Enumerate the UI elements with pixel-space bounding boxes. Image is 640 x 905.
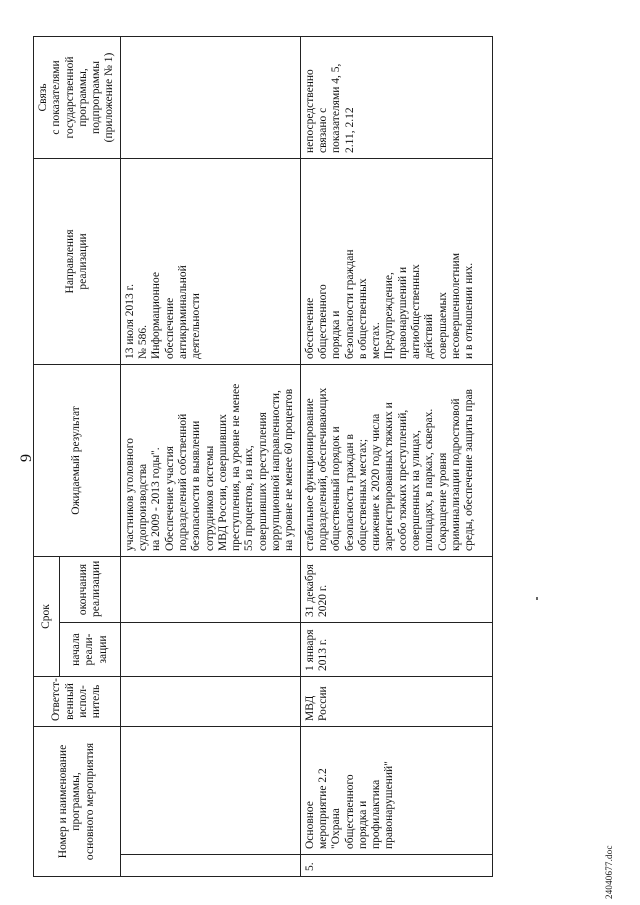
header-directions: Направления реализации <box>34 158 121 364</box>
header-end: окончания реализации <box>60 556 121 622</box>
cell-program <box>120 726 300 854</box>
page-number: 9 <box>18 454 35 462</box>
cell-link: непосредственно связано с показателями 4, 5, 2.11, 2.12 <box>300 36 492 158</box>
cell-executor: МВД России <box>300 676 492 726</box>
header-result: Ожидаемый результат <box>34 364 121 556</box>
cell-result: участников уголовного судопроизводства на 2009 - 2013 годы". Обеспечение участия подразделений собственной безопасности в выявлении сотрудников системы МВД России, совершивших преступления, на уровне не менее 55 процентов, из них, совершивших преступления коррупционной направленности, на уровне не менее 60 процентов <box>120 364 300 556</box>
header-executor: Ответст- венный испол- нитель <box>34 676 121 726</box>
cell-program: Основное мероприятие 2.2 "Охрана общественного порядка и профилактика правонарушений" <box>300 726 492 854</box>
document-file-id: 24040677.doc <box>604 845 614 899</box>
header-term: Срок <box>34 556 60 676</box>
header-start: начала реали- зации <box>60 622 121 676</box>
cell-start <box>120 622 300 676</box>
cell-start: 1 января 2013 г. <box>300 622 492 676</box>
cell-directions: обеспечение общественного порядка и безопасности граждан в общественных местах. Предупреждение, правонарушений и антиобщественных действий совершаемых несовершеннолетним и в отношении них. <box>300 158 492 364</box>
cell-number: 5. <box>300 855 492 877</box>
header-program: Номер и наименование программы, основного мероприятия <box>34 726 121 876</box>
cell-directions: 13 июля 2013 г. № 586. Информационное обеспечение антикриминальной деятельности <box>120 158 300 364</box>
table-row-continued <box>120 36 300 876</box>
cell-link <box>120 36 300 158</box>
scan-artifact-dot <box>536 597 538 600</box>
cell-end: 31 декабря 2020 г. <box>300 556 492 622</box>
cell-result: стабильное функционирование подразделений, обеспечивающих общественный порядок и безопасность граждан в общественных местах; снижение к 2020 году числа зарегистрированных тяжких и особо тяжких преступлений, совершенных на улицах, площадях, в парках, скверах. Сокращение уровня криминализации подростковой среды, обеспечение защиты прав <box>300 364 492 556</box>
table-header-row <box>34 36 60 876</box>
cell-end <box>120 556 300 622</box>
table-row-5 <box>300 36 492 876</box>
cell-number <box>120 855 300 877</box>
cell-executor <box>120 676 300 726</box>
header-link: Связь с показателями государственной программы, подпрограммы (приложение № 1) <box>34 36 121 158</box>
program-activities-table <box>33 36 493 877</box>
